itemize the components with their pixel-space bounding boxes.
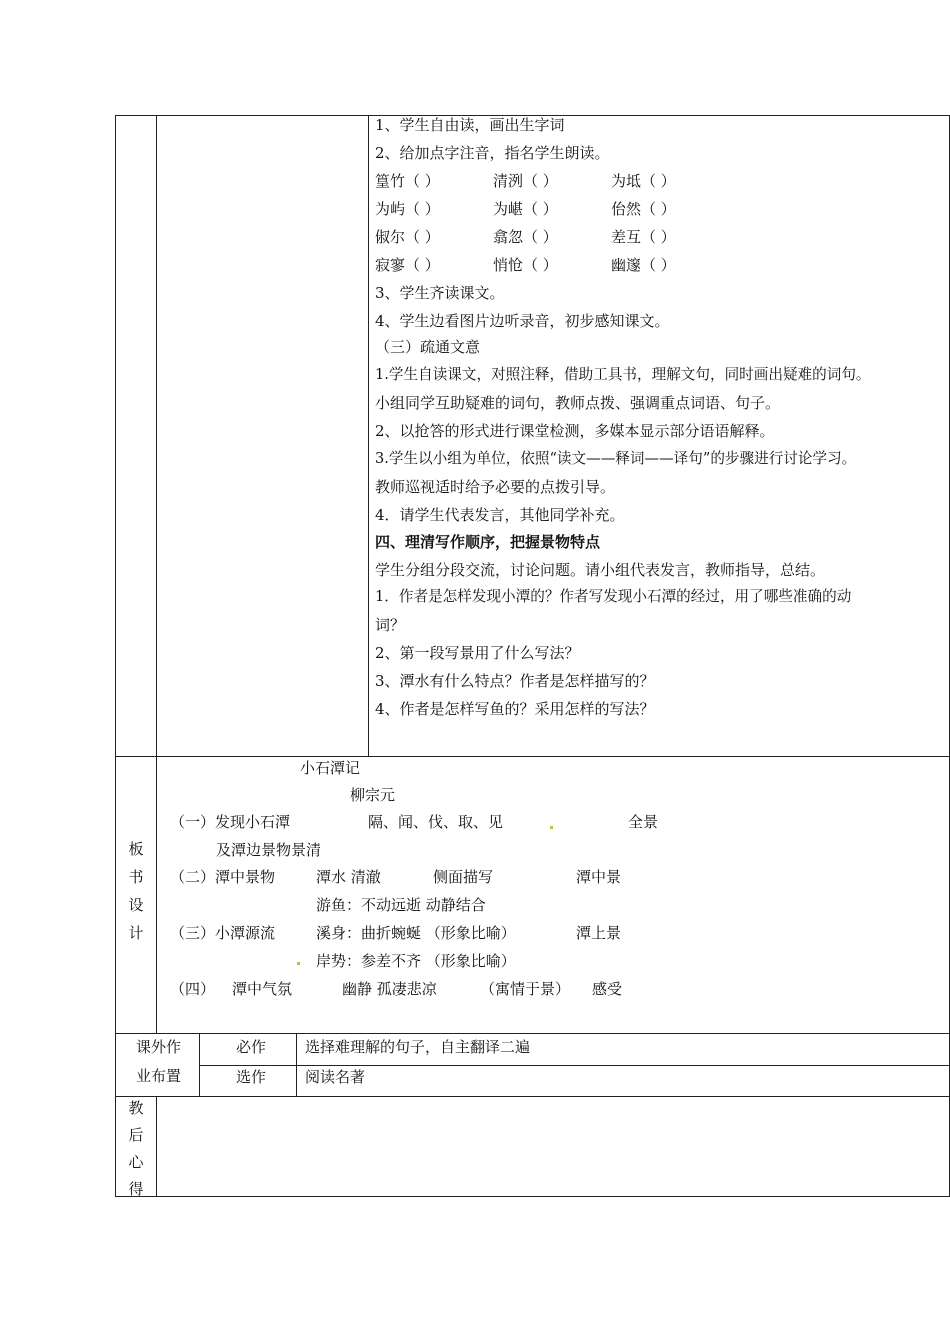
board-item: （寓情于景） (480, 980, 571, 998)
lesson-line: 2、第一段写景用了什么写法？ (375, 644, 580, 662)
lesson-line: 小组同学互助疑难的词句，教师点拨、强调重点词语、句子。 (375, 394, 781, 412)
lesson-line: 词？ (375, 616, 406, 634)
board-item: 游鱼：不动远逝 动静结合 (316, 896, 486, 914)
grid-line (115, 756, 950, 757)
lesson-line: 1.学生自读课文，对照注释，借助工具书，理解文句，同时画出疑难的词句。 (375, 366, 871, 383)
lesson-line: 4、学生边看图片边听录音，初步感知课文。 (375, 312, 670, 330)
grid-line (115, 115, 116, 1197)
label-char: 书 (128, 868, 144, 886)
board-item: 及潭边景物景清 (216, 841, 322, 859)
speck-decoration (297, 962, 300, 965)
homework-label: 课外作 (136, 1038, 182, 1056)
pinyin-item: 悄怆（ ） (493, 256, 558, 274)
board-item: 隔、闻、伐、取、见 (368, 813, 504, 831)
board-item: 潭水 清澈 (316, 868, 381, 886)
board-title: 小石潭记 (300, 759, 361, 777)
lesson-line: 3.学生以小组为单位，依照“读文——释词——译句”的步骤进行讨论学习。 (375, 450, 857, 467)
lesson-line: 3、学生齐读课文。 (375, 284, 505, 302)
lesson-line: 3、潭水有什么特点？作者是怎样描写的？ (375, 672, 655, 690)
pinyin-item: 为坻（ ） (611, 172, 676, 190)
section-heading: （三）疏通文意 (375, 338, 481, 356)
label-char: 计 (128, 924, 144, 942)
pinyin-item: 篁竹（ ） (375, 172, 440, 190)
pinyin-item: 幽邃（ ） (611, 256, 676, 274)
board-item: 幽静 孤凄悲凉 (342, 980, 437, 998)
label-char: 板 (128, 840, 144, 858)
homework-label: 业布置 (136, 1067, 182, 1085)
board-item: 感受 (592, 980, 623, 998)
required-label: 必作 (236, 1038, 267, 1056)
pinyin-item: 为屿（ ） (375, 200, 440, 218)
pinyin-item: 差互（ ） (611, 228, 676, 246)
board-item: （三）小潭源流 (170, 924, 276, 942)
label-char: 后 (128, 1126, 144, 1144)
grid-line (115, 1096, 950, 1097)
lesson-line: 2、给加点字注音，指名学生朗读。 (375, 144, 610, 162)
board-item: （二）潭中景物 (170, 868, 276, 886)
grid-line (115, 1033, 950, 1034)
label-char: 得 (128, 1180, 144, 1198)
speck-decoration (550, 826, 553, 829)
optional-label: 选作 (236, 1068, 267, 1086)
pinyin-item: 清洌（ ） (493, 172, 558, 190)
lesson-line: 1．作者是怎样发现小潭的？作者写发现小石潭的经过，用了哪些准确的动 (375, 588, 852, 605)
pinyin-item: 翕忽（ ） (493, 228, 558, 246)
lesson-line: 教师巡视适时给予必要的点拨引导。 (375, 478, 616, 496)
board-author: 柳宗元 (350, 786, 396, 804)
label-char: 教 (128, 1099, 144, 1117)
label-char: 心 (128, 1153, 144, 1171)
board-item: （四） (170, 980, 216, 998)
grid-line (156, 115, 157, 757)
lesson-line: 4、作者是怎样写鱼的？采用怎样的写法？ (375, 700, 655, 718)
pinyin-item: 佁然（ ） (611, 200, 676, 218)
board-item: 岸势：参差不齐 （形象比喻） (316, 952, 516, 970)
lesson-line: 4．请学生代表发言，其他同学补充。 (375, 506, 625, 524)
board-item: 侧面描写 (433, 868, 494, 886)
optional-text: 阅读名著 (305, 1068, 366, 1086)
grid-line (115, 1196, 950, 1197)
grid-line (199, 1065, 950, 1066)
label-char: 设 (128, 896, 144, 914)
lesson-line: 2、以抢答的形式进行课堂检测，多媒本显示部分语语解释。 (375, 422, 775, 440)
pinyin-item: 为嵁（ ） (493, 200, 558, 218)
required-text: 选择难理解的句子，自主翻译二遍 (305, 1038, 531, 1056)
lesson-line: 1、学生自由读，画出生字词 (375, 116, 565, 134)
board-item: （一）发现小石潭 (170, 813, 291, 831)
pinyin-item: 寂寥（ ） (375, 256, 440, 274)
board-item: 全景 (628, 813, 659, 831)
lesson-line: 学生分组分段交流，讨论问题。请小组代表发言，教师指导，总结。 (375, 561, 826, 579)
board-item: 潭中气氛 (232, 980, 293, 998)
pinyin-item: 俶尔（ ） (375, 228, 440, 246)
board-item: 溪身：曲折蜿蜒 （形象比喻） (316, 924, 516, 942)
board-item: 潭上景 (576, 924, 622, 942)
grid-line (368, 115, 369, 757)
section-heading: 四、理清写作顺序，把握景物特点 (375, 533, 601, 551)
grid-line (156, 756, 157, 1034)
board-item: 潭中景 (576, 868, 622, 886)
grid-line (156, 1096, 157, 1196)
